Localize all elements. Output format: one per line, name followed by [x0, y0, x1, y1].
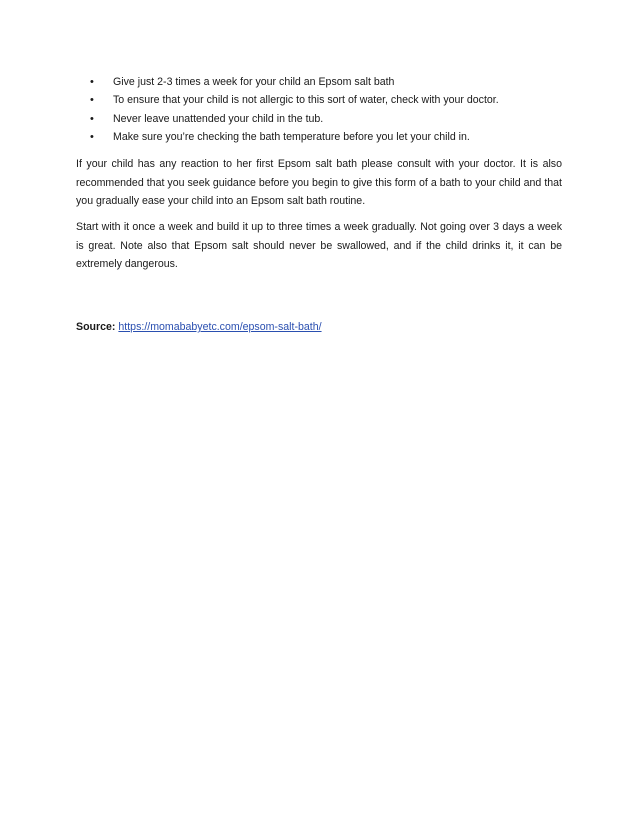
source-line [76, 318, 322, 336]
bullet-icon: • [90, 112, 94, 125]
bullet-icon: • [90, 94, 94, 107]
source-link[interactable]: https://momababyetc.com/epsom-salt-bath/ [118, 321, 322, 333]
list-item [90, 128, 499, 146]
paragraph-frequency: Start with it once a week and build it up to three times a week gradually. Not going over 3 days a week is great. Note also that Epsom salt should never be swallowed, and if the child drinks it, it can be extremely dangerous. [76, 221, 562, 270]
list-item [90, 73, 499, 91]
bullet-text: Give just 2-3 times a week for your child an Epsom salt bath [113, 76, 395, 88]
bullet-text: To ensure that your child is not allergic to this sort of water, check with your doctor. [113, 94, 499, 107]
list-item [90, 110, 499, 128]
bullet-text: Make sure you’re checking the bath temperature before you let your child in. [113, 131, 470, 144]
paragraph-reaction: If your child has any reaction to her first Epsom salt bath please consult with your doctor. It is also recommended that you seek guidance before you begin to give this form of a bath to your child and that you gradually ease your child into an Epsom salt bath routine. [76, 158, 562, 207]
tips-bullet-list [90, 73, 499, 147]
bullet-text: Never leave unattended your child in the tub. [113, 112, 324, 125]
bullet-icon: • [90, 131, 94, 144]
list-item [90, 91, 499, 109]
source-label: Source: [76, 321, 116, 333]
bullet-icon: • [90, 76, 94, 88]
